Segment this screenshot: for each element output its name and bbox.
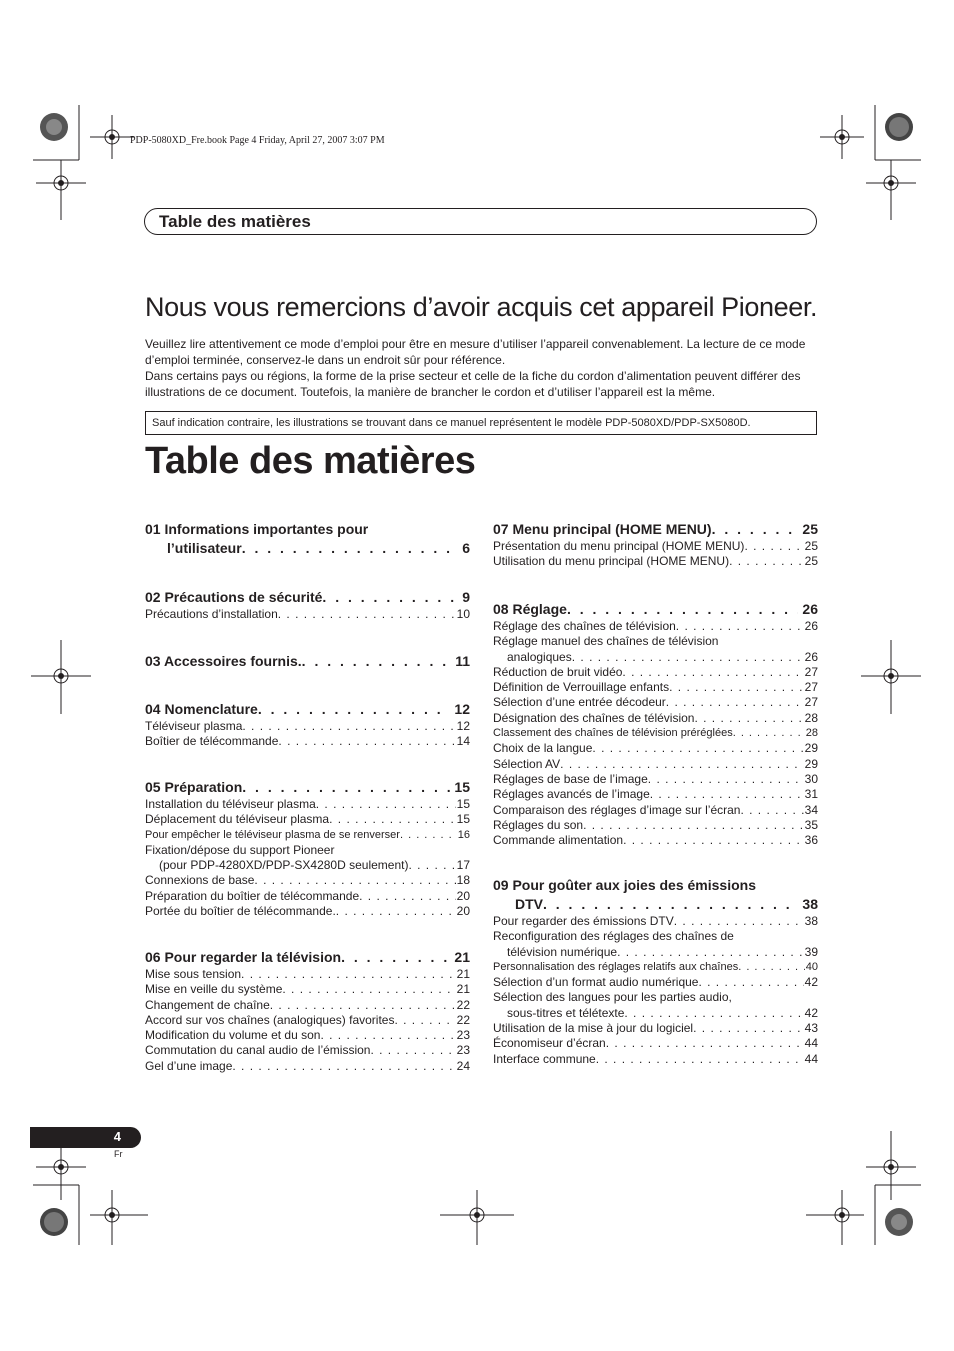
dot-leader	[693, 1021, 804, 1036]
toc-entry-text: Sélection d’un format audio numérique	[493, 975, 699, 990]
dot-leader	[320, 1028, 455, 1043]
chapter-title-text: 06 Pour regarder la télévision	[145, 949, 342, 965]
toc-entry-page: 20	[456, 888, 470, 903]
intro-paragraph: Dans certains pays ou régions, la forme de la prise secteur et celle de la fiche du cordon d’alimentation peuvent différer des illustrations de ce document. Toutefois, la manière de brancher le cordon et d’utiliser l’appareil est la même.	[145, 369, 801, 399]
toc-entry[interactable]	[145, 904, 470, 919]
dot-leader	[567, 600, 798, 619]
chapter-title-text: 04 Nomenclature	[145, 701, 258, 717]
dot-leader	[282, 982, 455, 997]
dot-leader	[560, 757, 803, 772]
toc-entry-page: 30	[804, 771, 818, 786]
toc-entry[interactable]	[493, 960, 818, 975]
dot-leader	[617, 945, 804, 960]
toc-entry[interactable]	[493, 945, 818, 960]
dot-leader	[322, 588, 458, 607]
dot-leader	[572, 650, 804, 665]
toc-entry-text: télévision numérique	[507, 944, 618, 959]
toc-entry-text: Changement de chaîne	[145, 997, 270, 1012]
toc-entry-text: Mise en veille du système	[145, 982, 283, 997]
toc-entry[interactable]	[145, 828, 470, 843]
toc-entry-text: Boîtier de télécommande	[145, 734, 279, 749]
toc-entry-text: Reconfiguration des réglages des chaînes de	[493, 929, 734, 944]
toc-entry[interactable]	[493, 619, 818, 634]
dot-leader	[624, 1006, 803, 1021]
toc-entry[interactable]	[493, 665, 818, 680]
dot-leader	[359, 889, 456, 904]
dot-leader	[242, 778, 450, 797]
dot-leader	[606, 1036, 804, 1051]
toc-chapter	[493, 600, 818, 848]
dot-leader	[232, 1059, 455, 1074]
toc-entry-page: 35	[804, 817, 818, 832]
chapter-page-number: 9	[462, 589, 470, 605]
toc-entry-text: Interface commune	[493, 1051, 596, 1066]
dot-leader	[370, 1043, 455, 1058]
toc-entry-text: Réglages du son	[493, 817, 584, 832]
headline: Nous vous remercions d’avoir acquis cet appareil Pioneer.	[145, 292, 818, 322]
dot-leader	[596, 1052, 804, 1067]
toc-entry-text: Mise sous tension	[145, 967, 242, 981]
toc-entry-text: Réduction de bruit vidéo	[493, 664, 623, 679]
toc-entry[interactable]	[145, 797, 470, 812]
dot-leader	[676, 619, 804, 634]
toc-entry-text: Modification du volume et du son	[145, 1028, 321, 1043]
dot-leader	[648, 772, 804, 787]
chapter-title[interactable]	[145, 948, 470, 967]
toc-entry-text: Utilisation du menu principal (HOME MENU)	[493, 554, 730, 569]
dot-leader	[278, 607, 456, 622]
toc-entry-page: 26	[804, 649, 818, 664]
toc-entry-page: 20	[456, 904, 470, 919]
toc-entry-text: Commutation du canal audio de l’émission	[145, 1043, 371, 1058]
toc-entry[interactable]	[493, 772, 818, 787]
dot-leader	[583, 818, 804, 833]
chapter-page-number: 26	[802, 601, 818, 617]
toc-entry[interactable]	[145, 998, 470, 1013]
toc-entry[interactable]	[493, 1052, 818, 1067]
chapter-page-number: 21	[454, 949, 470, 965]
toc-entry-text: Connexions de base	[145, 873, 255, 888]
toc-entry-page: 36	[804, 833, 818, 848]
chapter-title[interactable]	[145, 539, 470, 558]
chapter-title-text: 07 Menu principal (HOME MENU)	[493, 521, 712, 537]
dot-leader	[744, 539, 803, 554]
toc-entry-page: 43	[804, 1021, 818, 1036]
toc-title: Table des matières	[145, 440, 476, 482]
toc-entry[interactable]	[145, 889, 470, 904]
print-header: PDP-5080XD_Fre.book Page 4 Friday, April 27, 2007 3:07 PM	[130, 135, 385, 146]
dot-leader	[278, 734, 455, 749]
toc-entry[interactable]	[493, 803, 818, 818]
toc-entry[interactable]	[493, 757, 818, 772]
chapter-title-text: 03 Accessoires fournis.	[145, 653, 302, 669]
toc-entry[interactable]	[493, 1006, 818, 1021]
toc-entry[interactable]	[145, 812, 470, 827]
toc-entry-page: 14	[456, 734, 470, 749]
toc-entry-text: Définition de Verrouillage enfants	[493, 680, 670, 695]
dot-leader	[543, 895, 798, 914]
toc-entry-text: Utilisation de la mise à jour du logiciel	[493, 1021, 694, 1036]
toc-entry[interactable]	[493, 818, 818, 833]
intro-text	[145, 336, 820, 400]
toc-entry[interactable]	[145, 734, 470, 749]
toc-entry-text: Téléviseur plasma	[145, 719, 243, 733]
toc-entry-text: Préparation du boîtier de télécommande	[145, 888, 360, 903]
toc-entry[interactable]	[145, 858, 470, 873]
toc-entry[interactable]	[145, 719, 470, 734]
chapter-title[interactable]	[145, 520, 470, 539]
toc-chapter	[145, 588, 470, 622]
dot-leader	[622, 665, 803, 680]
toc-entry-page: 17	[456, 858, 470, 873]
toc-entry[interactable]	[493, 634, 818, 649]
toc-entry[interactable]	[493, 1021, 818, 1036]
toc-entry-page: 24	[456, 1058, 470, 1073]
toc-entry-text: Pour regarder des émissions DTV	[493, 914, 674, 928]
chapter-title[interactable]	[493, 600, 818, 619]
dot-leader	[258, 700, 451, 719]
toc-entry-text: Fixation/dépose du support Pioneer	[145, 842, 335, 857]
toc-entry-text: Installation du téléviseur plasma	[145, 797, 316, 811]
toc-entry-page: 27	[804, 680, 818, 695]
dot-leader	[329, 812, 456, 827]
toc-entry-text: Personnalisation des réglages relatifs aux chaînes	[493, 960, 739, 973]
dot-leader	[316, 797, 456, 812]
toc-entry[interactable]	[145, 982, 470, 997]
toc-entry[interactable]	[145, 843, 470, 858]
toc-entry-page: 21	[456, 967, 470, 981]
chapter-page-number: 15	[454, 779, 470, 795]
chapter-title[interactable]	[145, 652, 470, 671]
section-tab	[144, 208, 817, 235]
dot-leader	[592, 741, 803, 756]
toc-chapter	[145, 948, 470, 1074]
toc-entry-text: Sélection d’une entrée décodeur	[493, 695, 666, 710]
toc-entry-page: 16	[457, 828, 470, 841]
toc-entry-text: Comparaison des réglages d’image sur l’écran	[493, 802, 741, 817]
toc-entry-page: 40	[805, 960, 818, 973]
toc-entry-page: 12	[456, 719, 470, 733]
toc-entry[interactable]	[493, 787, 818, 802]
toc-entry-page: 25	[804, 539, 818, 553]
toc-entry-page: 42	[804, 975, 818, 990]
chapter-title-text: DTV	[515, 896, 543, 912]
notice-box: Sauf indication contraire, les illustrations se trouvant dans ce manuel représentent le modèle PDP-5080XD/PDP-SX5080D.	[145, 411, 817, 435]
toc-entry-text: Économiseur d’écran	[493, 1036, 606, 1051]
toc-entry-page: 26	[804, 619, 818, 633]
toc-entry-text: Sélection AV	[493, 756, 561, 771]
toc-entry-text: Sélection des langues pour les parties audio,	[493, 990, 732, 1005]
toc-entry-text: Gel d’une image	[145, 1058, 233, 1073]
toc-entry[interactable]	[493, 650, 818, 665]
toc-entry[interactable]	[493, 680, 818, 695]
toc-chapter	[493, 520, 818, 570]
chapter-title-text: l’utilisateur	[167, 540, 242, 556]
toc-chapter	[145, 520, 470, 558]
toc-entry-text: Réglage des chaînes de télévision	[493, 619, 676, 633]
toc-chapter	[493, 876, 818, 1067]
toc-entry-text: (pour PDP-4280XD/PDP-SX4280D seulement)	[159, 858, 409, 873]
dot-leader	[666, 695, 804, 710]
toc-entry-page: 34	[804, 802, 818, 817]
toc-entry-page: 31	[804, 787, 818, 802]
toc-entry[interactable]	[493, 539, 818, 554]
toc-entry-page: 29	[804, 756, 818, 771]
chapter-title-text: 02 Précautions de sécurité	[145, 589, 323, 605]
toc-entry[interactable]	[493, 711, 818, 726]
toc-entry-text: Portée du boîtier de télécommande.	[145, 904, 336, 919]
dot-leader	[623, 833, 804, 848]
dot-leader	[254, 873, 455, 888]
toc-entry[interactable]	[493, 741, 818, 756]
toc-entry[interactable]	[493, 554, 818, 569]
chapter-title[interactable]	[493, 876, 818, 895]
toc-entry-page: 44	[804, 1051, 818, 1066]
toc-entry-page: 42	[804, 1005, 818, 1020]
chapter-page-number: 38	[802, 896, 818, 912]
toc-entry-text: sous-titres et télétexte	[507, 1005, 625, 1020]
chapter-page-number: 6	[462, 540, 470, 556]
chapter-title-text: 09 Pour goûter aux joies des émissions	[493, 877, 756, 893]
toc-entry-text: Précautions d’installation	[145, 607, 278, 621]
toc-entry-text: Réglage manuel des chaînes de télévision	[493, 634, 719, 649]
chapter-title[interactable]	[145, 700, 470, 719]
toc-entry-page: 23	[456, 1028, 470, 1043]
toc-chapter	[145, 778, 470, 919]
toc-entry-text: analogiques	[507, 649, 572, 664]
toc-entry-page: 23	[456, 1043, 470, 1058]
toc-entry-page: 28	[805, 727, 818, 740]
toc-entry[interactable]	[493, 975, 818, 990]
dot-leader	[669, 680, 804, 695]
dot-leader	[400, 828, 457, 843]
toc-entry-text: Déplacement du téléviseur plasma	[145, 812, 330, 827]
dot-leader	[738, 960, 805, 975]
page-number-tab	[30, 1127, 141, 1148]
toc-entry[interactable]	[145, 1028, 470, 1043]
toc-entry[interactable]	[145, 1043, 470, 1058]
dot-leader	[740, 803, 803, 818]
toc-entry-text: Réglages avancés de l’image	[493, 787, 650, 802]
toc-entry-page: 39	[804, 944, 818, 959]
toc-entry[interactable]	[145, 967, 470, 982]
dot-leader	[302, 652, 452, 671]
toc-entry[interactable]	[493, 726, 818, 741]
toc-entry-page: 10	[456, 607, 470, 621]
toc-entry-text: Réglages de base de l’image	[493, 771, 648, 786]
chapter-page-number: 11	[455, 653, 470, 669]
section-tab-label: Table des matières	[159, 212, 311, 231]
toc-entry[interactable]	[493, 833, 818, 848]
toc-entry-text: Présentation du menu principal (HOME MENU)	[493, 539, 745, 553]
toc-entry[interactable]	[145, 607, 470, 622]
dot-leader	[729, 554, 804, 569]
dot-leader	[394, 1013, 455, 1028]
dot-leader	[733, 726, 805, 741]
chapter-title-text: 05 Préparation	[145, 779, 243, 795]
toc-entry-page: 27	[804, 695, 818, 710]
page-number: 4	[113, 1129, 121, 1144]
toc-entry[interactable]	[493, 929, 818, 944]
toc-entry-text: Classement des chaînes de télévision préréglées	[493, 727, 733, 740]
toc-entry-page: 27	[804, 664, 818, 679]
toc-entry-page: 28	[804, 710, 818, 725]
dot-leader	[336, 904, 456, 919]
toc-entry-page: 18	[456, 873, 470, 888]
intro-paragraph: Veuillez lire attentivement ce mode d’emploi pour être en mesure d’utiliser l’appareil convenablement. La lecture de ce mode d’emploi terminée, conservez-le dans un endroit sûr pour référence.	[145, 337, 806, 367]
toc-entry-page: 29	[804, 741, 818, 756]
chapter-title-text: 01 Informations importantes pour	[145, 521, 369, 537]
chapter-title[interactable]	[493, 520, 818, 539]
toc-entry-text: Commande alimentation	[493, 833, 624, 848]
toc-entry-page: 38	[804, 914, 818, 928]
toc-chapter	[145, 652, 470, 671]
toc-entry-page: 15	[456, 797, 470, 811]
language-code: Fr	[114, 1149, 123, 1159]
toc-entry[interactable]	[145, 873, 470, 888]
toc-entry-page: 44	[804, 1036, 818, 1051]
toc-entry-page: 25	[804, 554, 818, 569]
toc-entry[interactable]	[493, 1036, 818, 1051]
chapter-title[interactable]	[145, 588, 470, 607]
toc-entry-text: Désignation des chaînes de télévision	[493, 710, 695, 725]
dot-leader	[698, 975, 803, 990]
chapter-page-number: 25	[802, 521, 818, 537]
toc-entry-page: 22	[456, 997, 470, 1012]
toc-entry[interactable]	[145, 1013, 470, 1028]
dot-leader	[674, 914, 804, 929]
chapter-title[interactable]	[493, 895, 818, 914]
chapter-title-text: 08 Réglage	[493, 601, 567, 617]
dot-leader	[694, 711, 803, 726]
toc-entry-page: 22	[456, 1012, 470, 1027]
toc-entry[interactable]	[493, 914, 818, 929]
toc-entry-page: 21	[456, 982, 470, 997]
toc-entry-page: 15	[456, 812, 470, 827]
dot-leader	[242, 719, 455, 734]
toc-entry-text: Pour empêcher le téléviseur plasma de se renverser	[145, 828, 400, 841]
dot-leader	[408, 858, 455, 873]
dot-leader	[242, 539, 459, 558]
toc-chapter	[145, 700, 470, 750]
toc-entry[interactable]	[145, 1059, 470, 1074]
dot-leader	[241, 967, 456, 982]
dot-leader	[341, 948, 450, 967]
toc-entry[interactable]	[493, 695, 818, 710]
toc-entry-text: Choix de la langue	[493, 741, 593, 756]
dot-leader	[650, 787, 804, 802]
dot-leader	[270, 998, 456, 1013]
chapter-page-number: 12	[454, 701, 470, 717]
dot-leader	[712, 520, 799, 539]
toc-entry[interactable]	[493, 990, 818, 1005]
toc-entry-text: Accord sur vos chaînes (analogiques) favorites	[145, 1012, 395, 1027]
chapter-title[interactable]	[145, 778, 470, 797]
